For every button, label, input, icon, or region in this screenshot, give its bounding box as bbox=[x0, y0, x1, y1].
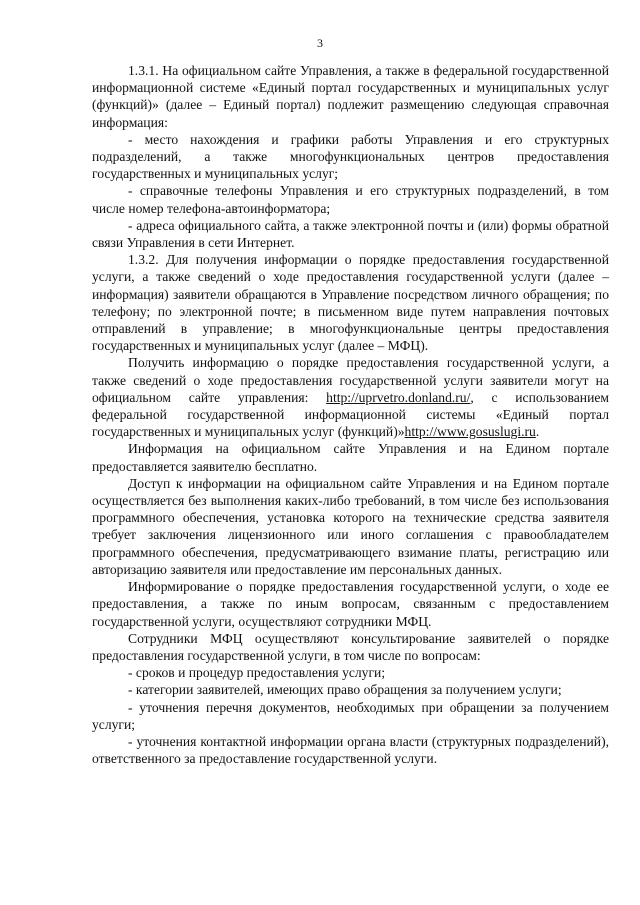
list-item-addresses: - адреса официального сайта, а также электронной почты и (или) формы обратной связи Управления в сети Интернет. bbox=[92, 217, 609, 251]
paragraph-get-info-text-a: Получить информацию о порядке предоставления государственной услуги, а также сведений о ходе предоставления государственной услуги заявители могут на официальном сайте управления: bbox=[92, 355, 609, 405]
list-item-documents: - уточнения перечня документов, необходимых при обращении за получением услуги; bbox=[92, 699, 609, 732]
paragraph-access: Доступ к информации на официальном сайте Управления и на Едином портале осуществляется без выполнения каких-либо требований, в том числе без использования программного обеспечения, установка которого на технические средства заявителя требует заключения лицензионного или иного соглашения с правообладателем программного обеспечения, предусматривающего взимание платы, регистрацию или авторизацию заявителя или предоставление им персональных данных. bbox=[92, 475, 609, 577]
paragraph-get-info-text-b: , с использованием федеральной государственной информационной системы «Единый портал государственных и муниципальных услуг (функций)» bbox=[92, 389, 609, 440]
list-item-contacts: - уточнения контактной информации органа власти (структурных подразделений), ответственного за предоставление государственной услуги. bbox=[92, 733, 609, 767]
list-item-phones: - справочные телефоны Управления и его структурных подразделений, в том числе номер телефона-автоинформатора; bbox=[92, 183, 609, 216]
paragraph-1-3-2: 1.3.2. Для получения информации о порядке предоставления государственной услуги, а также сведений о ходе предоставления государственной услуги (далее – информация) заявители обращаются в Управление посредством личного обращения; по телефону; по электронной почте; в письменном виде путем направления почтовых отправлений в управление; в многофункциональные центры предоставления государственных и муниципальных услуг (далее – МФЦ). bbox=[92, 252, 609, 354]
paragraph-mfc-consulting: Сотрудники МФЦ осуществляют консультирование заявителей о порядке предоставления государственной услуги, в том числе по вопросам: bbox=[92, 630, 609, 663]
list-item-location: - место нахождения и графики работы Управления и его структурных подразделений, а также многофункциональных центров предоставления государственных и муниципальных услуг; bbox=[92, 131, 609, 182]
gosuslugi-link[interactable]: http://www.gosuslugi.ru bbox=[404, 424, 536, 440]
uprvetro-link[interactable]: http://uprvetro.donland.ru/ bbox=[326, 389, 471, 405]
paragraph-1-3-1: 1.3.1. На официальном сайте Управления, а также в федеральной государственной информационной системе «Единый портал государственных и муниципальных услуг (функций)» (далее – Единый портал) подлежит размещению следующая справочная информация: bbox=[92, 63, 609, 130]
paragraph-free-info: Информация на официальном сайте Управления и на Едином портале предоставляется заявителю бесплатно. bbox=[92, 441, 609, 474]
paragraph-get-info bbox=[92, 354, 609, 440]
paragraph-get-info-text-c: . bbox=[535, 424, 540, 440]
page-number: 3 bbox=[317, 36, 323, 50]
list-item-categories: - категории заявителей, имеющих право обращения за получением услуги; bbox=[128, 682, 562, 698]
paragraph-informing: Информирование о порядке предоставления государственной услуги, о ходе ее предоставления, а также по иным вопросам, связанным с предоставлением государственной услуги, осуществляют сотрудники МФЦ. bbox=[92, 579, 609, 629]
list-item-terms: - сроков и процедур предоставления услуги; bbox=[128, 665, 386, 681]
document-body bbox=[92, 62, 609, 767]
